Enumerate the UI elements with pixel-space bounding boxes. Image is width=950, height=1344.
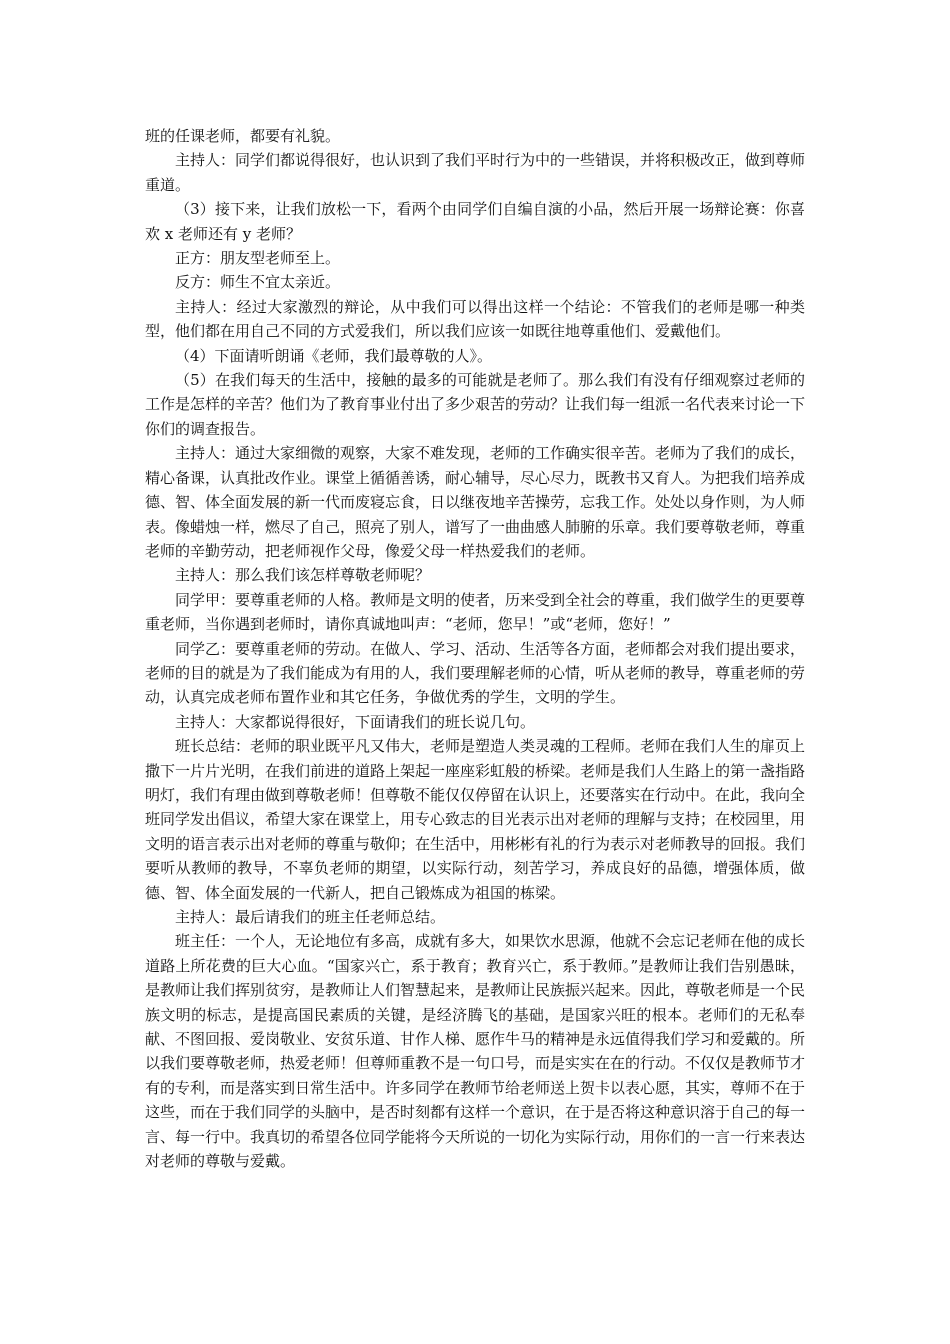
paragraph-host-question: 主持人：那么我们该怎样尊敬老师呢？ (175, 566, 431, 585)
paragraph-debate-intro: （3）接下来，让我们放松一下，看两个由同学们自编自演的小品，然后开展一场辩论赛：你喜欢 x 老师还有 y 老师？ (145, 200, 805, 243)
paragraph-student-a: 同学甲：要尊重老师的人格。教师是文明的使者，历来受到全社会的尊重，我们做学生的更要尊重老师，当你遇到老师时，请你真诚地叫声：“老师，您早！”或“老师，您好！” (145, 590, 806, 634)
paragraph-host-invite-monitor: 主持人：大家都说得很好，下面请我们的班长说几句。 (175, 712, 536, 731)
document-body (145, 124, 805, 1173)
paragraph-continuation: 班的任课老师，都要有礼貌。 (145, 127, 341, 145)
paragraph-host-remark: 主持人：同学们都说得很好，也认识到了我们平时行为中的一些错误，并将积极改正，做到尊师重道。 (145, 151, 806, 194)
paragraph-head-teacher-summary: 班主任：一个人，无论地位有多高，成就有多大，如果饮水思源，他就不会忘记老师在他的成长道路上所花费的巨大心血。“国家兴亡，系于教育；教育兴亡，系于教师。”是教师让我们告别愚昧，是教师让我们挥别贫穷，是教师让人们智慧起来，是教师让民族振兴起来。因此，尊敬老师是一个民族文明的标志，是提高国民素质的关键，是经济腾飞的基础，是国家兴旺的根本。老师们的无私奉献、不图回报、爱岗敬业、安贫乐道、甘作人梯、愿作牛马的精神是永远值得我们学习和爱戴的。所以我们要尊敬老师，热爱老师！但尊师重教不是一句口号，而是实实在在的行动。不仅仅是教师节才有的专利，而是落实到日常生活中。许多同学在教师节给老师送上贺卡以表心愿，其实，尊师不在于这些，而在于我们同学的头脑中，是否时刻都有这样一个意识，在于是否将这种意识溶于自己的每一言、每一行中。我真切的希望各位同学能将今天所说的一切化为实际行动，用你们的一言一行来表达对老师的尊敬与爱戴。 (145, 932, 806, 1171)
paragraph-host-invite-teacher: 主持人：最后请我们的班主任老师总结。 (175, 908, 446, 926)
paragraph-affirmative: 正方：朋友型老师至上。 (175, 249, 341, 268)
paragraph-student-b: 同学乙：要尊重老师的劳动。在做人、学习、活动、生活等各方面，老师都会对我们提出要求，老师的目的就是为了我们能成为有用的人，我们要理解老师的心情，听从老师的教导，尊重老师的劳动，认真完成老师布置作业和其它任务，争做优秀的学生，文明的学生。 (145, 639, 806, 707)
paragraph-survey-report: （5）在我们每天的生活中，接触的最多的可能就是老师了。那么我们有没有仔细观察过老师的工作是怎样的辛苦？他们为了教育事业付出了多少艰苦的劳动？让我们每一组派一名代表来讨论一下你们的调查报告。 (145, 371, 806, 438)
paragraph-negative: 反方：师生不宜太亲近。 (175, 273, 341, 292)
paragraph-monitor-summary: 班长总结：老师的职业既平凡又伟大，老师是塑造人类灵魂的工程师。老师在我们人生的扉页上撒下一片片光明，在我们前进的道路上架起一座座彩虹般的桥梁。老师是我们人生路上的第一盏指路明灯，我们有理由做到尊敬老师！但尊敬不能仅仅停留在认识上，还要落实在行动中。在此，我向全班同学发出倡议，希望大家在课堂上，用专心致志的目光表示出对老师的理解与支持；在校园里，用文明的语言表示出对老师的尊重与敬仰；在生活中，用彬彬有礼的行为表示对老师教导的回报。我们要听从教师的教导，不辜负老师的期望，以实际行动，刻苦学习，养成良好的品德，增强体质，做德、智、体全面发展的一代新人，把自己锻炼成为祖国的栋梁。 (145, 737, 806, 902)
paragraph-debate-conclusion: 主持人：经过大家激烈的辩论，从中我们可以得出这样一个结论：不管我们的老师是哪一种类型，他们都在用自己不同的方式爱我们，所以我们应该一如既往地尊重他们、爱戴他们。 (145, 297, 805, 341)
paragraph-recitation: （4）下面请听朗诵《老师，我们最尊敬的人》。 (175, 346, 493, 365)
paragraph-host-summary: 主持人：通过大家细微的观察，大家不难发现，老师的工作确实很辛苦。老师为了我们的成长，精心备课，认真批改作业。课堂上循循善诱，耐心辅导，尽心尽力，既教书又育人。为把我们培养成德、智、体全面发展的新一代而废寝忘食，日以继夜地辛苦操劳，忘我工作。处处以身作则，为人师表。像蜡烛一样，燃尽了自己，照亮了别人，谱写了一曲曲感人肺腑的乐章。我们要尊敬老师，尊重老师的辛勤劳动，把老师视作父母，像爱父母一样热爱我们的老师。 (145, 444, 806, 560)
